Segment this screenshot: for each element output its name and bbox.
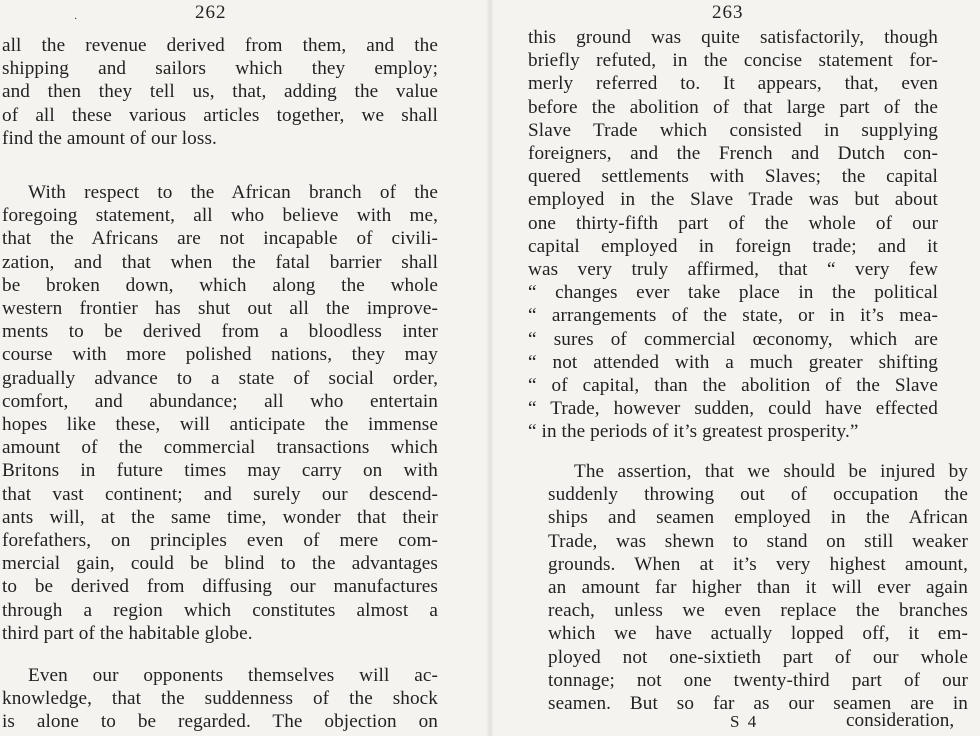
text-line: quered settlements with Slaves; the capital (528, 166, 938, 188)
right-paragraph-2 (548, 460, 968, 715)
text-line: was very truly affirmed, that “ very few (528, 259, 938, 281)
text-line: suddenly throwing out of occupation the (548, 484, 968, 506)
text-line: Britons in future times may carry on with (2, 460, 438, 482)
text-line: capital employed in foreign trade; and it (528, 235, 938, 257)
text-line: Even our opponents themselves will ac- (28, 665, 438, 686)
text-line: foregoing statement, all who believe with me, (2, 205, 438, 227)
text-line: be broken down, which along the whole (2, 274, 438, 296)
text-line: third part of the habitable globe. (2, 622, 253, 644)
text-line: shipping and sailors which they employ; (2, 58, 438, 80)
text-line: “ arrangements of the state, or in it’s mea- (528, 305, 938, 327)
text-line: With respect to the African branch of the (28, 182, 438, 203)
catchword: consideration, (846, 710, 955, 731)
right-paragraph-1 (528, 26, 938, 444)
text-line: and then they tell us, that, adding the value (2, 81, 438, 103)
text-line: “ in the periods of it’s greatest prosperity.” (528, 421, 859, 443)
text-line: “ Trade, however sudden, could have effected (528, 398, 938, 420)
text-line: gradually advance to a state of social order, (2, 367, 438, 389)
text-line: “ not attended with a much greater shifting (528, 351, 938, 373)
text-line: Slave Trade which consisted in supplying (528, 119, 938, 141)
text-line: foreigners, and the French and Dutch con- (528, 143, 938, 165)
text-line: all the revenue derived from them, and the (2, 35, 438, 56)
left-paragraph-3 (2, 664, 438, 734)
text-line: western frontier has shut out all the improve- (2, 298, 438, 320)
text-line: “ sures of commercial œconomy, which are (528, 328, 938, 350)
text-line: of all these various articles together, we shall (2, 104, 438, 126)
ink-dot: · (74, 14, 78, 25)
text-line: this ground was quite satisfactorily, though (528, 27, 938, 48)
text-line: find the amount of our loss. (2, 127, 217, 149)
text-line: “ of capital, than the abolition of the Slave (528, 375, 938, 397)
text-line: that the Africans are not incapable of civili- (2, 228, 438, 250)
text-line: reach, unless we even replace the branches (548, 600, 968, 622)
text-line: ants will, at the same time, wonder that their (2, 506, 438, 528)
text-line: employed in the Slave Trade was but about (528, 189, 938, 211)
text-line: zation, and that when the fatal barrier shall (2, 251, 438, 273)
text-line: ships and seamen employed in the African (548, 507, 968, 529)
text-line: to be derived from diffusing our manufactures (2, 576, 438, 598)
text-line: Trade, was shewn to stand on still weaker (548, 530, 968, 552)
text-line: knowledge, that the suddenness of the shock (2, 688, 438, 710)
text-line: forefathers, on principles even of mere com- (2, 530, 438, 552)
text-line: course with more polished nations, they may (2, 344, 438, 366)
text-line: The assertion, that we should be injured by (574, 461, 968, 482)
text-line: briefly refuted, in the concise statement for- (528, 50, 938, 72)
right-page-number: 263 (712, 2, 744, 23)
right-page (490, 0, 980, 736)
text-line: ployed not one-sixtieth part of our whole (548, 646, 968, 668)
text-line: comfort, and abundance; all who entertain (2, 390, 438, 412)
text-line: grounds. When at it’s very highest amount, (548, 553, 968, 575)
text-line: merly referred to. It appears, that, even (528, 73, 938, 95)
text-line: that vast continent; and surely our descend- (2, 483, 438, 505)
text-line: through a region which constitutes almost a (2, 599, 438, 621)
text-line: before the abolition of that large part of the (528, 96, 938, 118)
text-line: which we have actually lopped off, it em- (548, 623, 968, 645)
text-line: amount of the commercial transactions which (2, 437, 438, 459)
left-page-number: 262 (195, 2, 227, 23)
signature-mark: S 4 (730, 712, 759, 731)
text-line: is alone to be regarded. The objection on (2, 711, 438, 733)
text-line: “ changes ever take place in the political (528, 282, 938, 304)
text-line: ments to be derived from a bloodless inter (2, 321, 438, 343)
left-paragraph-1 (2, 34, 438, 150)
left-paragraph-2 (2, 181, 438, 645)
text-line: one thirty-fifth part of the whole of our (528, 212, 938, 234)
text-line: tonnage; not one twenty-third part of our (548, 669, 968, 691)
text-line: seamen. But so far as our seamen are in (548, 693, 968, 715)
text-line: mercial gain, could be blind to the advantages (2, 553, 438, 575)
text-line: hopes like these, will anticipate the immense (2, 414, 438, 436)
text-line: an amount far higher than it will ever again (548, 577, 968, 599)
